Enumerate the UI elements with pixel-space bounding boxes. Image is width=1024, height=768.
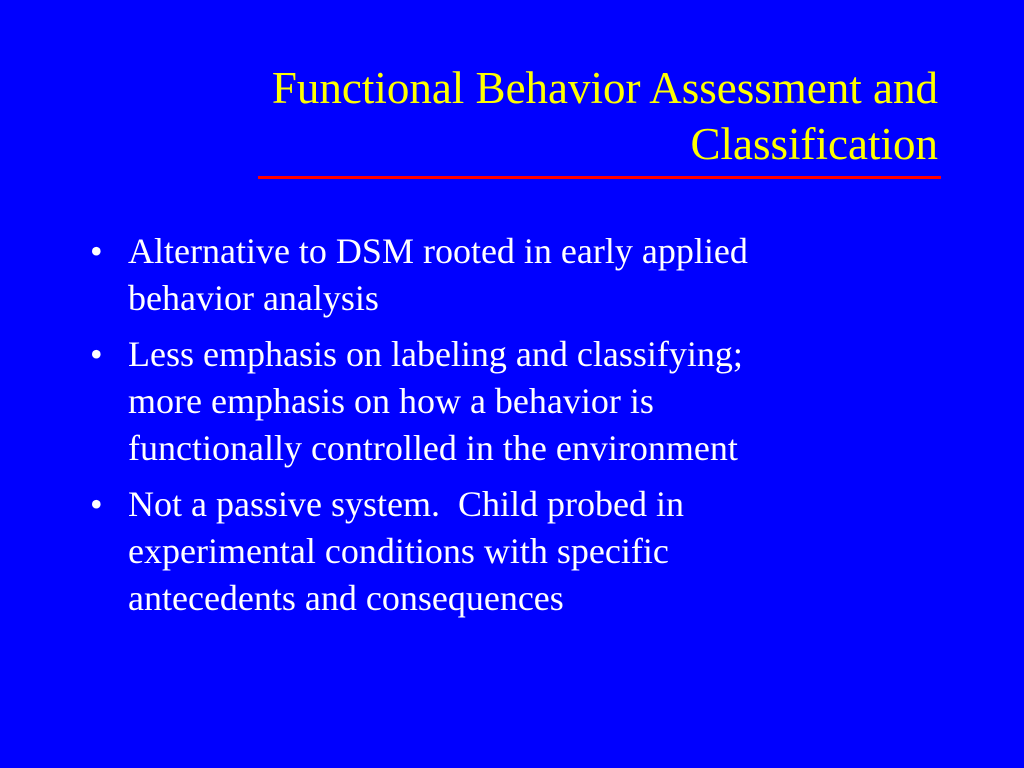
bullet-2-line-2: more emphasis on how a behavior is xyxy=(128,381,654,421)
slide-title-line-2: Classification xyxy=(690,119,938,169)
bullet-1-line-1: Alternative to DSM rooted in early applied xyxy=(128,231,748,271)
bullet-icon: • xyxy=(90,231,103,271)
bullet-3-line-2: experimental conditions with specific xyxy=(128,531,669,571)
bullet-item-3 xyxy=(84,481,964,622)
bullet-1-line-2: behavior analysis xyxy=(128,278,379,318)
bullet-3-line-3: antecedents and consequences xyxy=(128,578,564,618)
bullet-list xyxy=(84,228,964,631)
bullet-icon: • xyxy=(90,334,103,374)
bullet-icon: • xyxy=(90,484,103,524)
bullet-item-2 xyxy=(84,331,964,472)
bullet-2-line-3: functionally controlled in the environment xyxy=(128,428,738,468)
slide-title xyxy=(78,60,938,172)
bullet-3-line-1: Not a passive system. Child probed in xyxy=(128,484,684,524)
bullet-item-1 xyxy=(84,228,964,322)
title-underline xyxy=(258,176,941,179)
bullet-2-line-1: Less emphasis on labeling and classifying; xyxy=(128,334,743,374)
slide-title-line-1: Functional Behavior Assessment and xyxy=(271,63,938,113)
